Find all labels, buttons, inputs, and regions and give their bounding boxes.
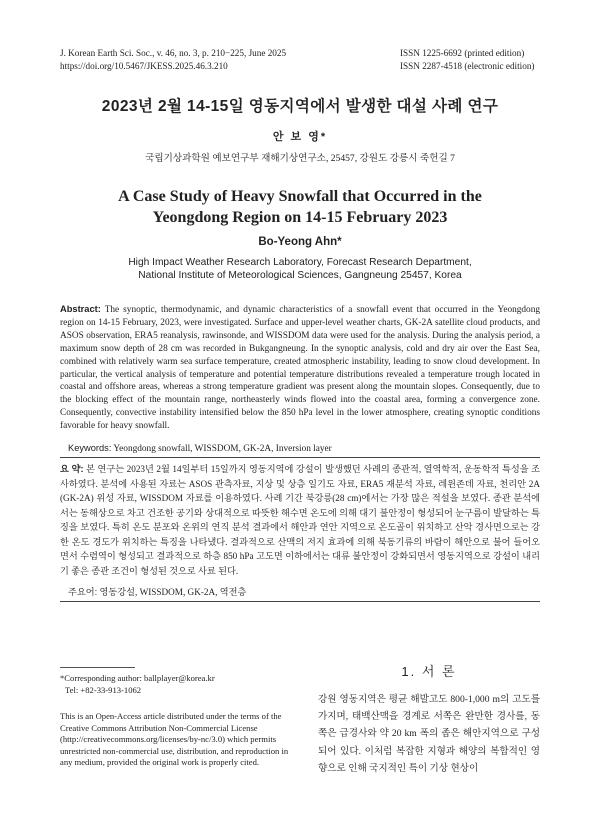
abstract-text: The synoptic, thermodynamic, and dynamic characteristics of a snowfall event that occurred in the Yeongdong region on 14-15 February, 2023, were investigated. Surface and upper-level weather charts, GK-2A satellite cloud products, and ASOS observation, ERA5 reanalysis, rawinsonde, and WISSDOM data were used for the analysis. During the analysis period, a maximum snow depth of 28 cm was recorded in Bukgangneung. In the synoptic analysis, cold and dry air over the East Sea, combined with relatively warm sea surface temperature, created atmospheric instability, leading to snow cloud development. In particular, the vertical analysis of temperature and potential temperature distributions revealed a temperature trough located in coastal and offshore areas, whereas a strong temperature gradient was present along the mountain slopes. Consequently, due to the blocking effect of the mountain range, northeasterly winds flowed into the coastal area, forming a convergence zone. Consequently, convective instability intensified below the 850 hPa level in the lower atmosphere, creating synoptic conditions favorable for heavy snowfall.	[60, 305, 540, 432]
korean-title: 2023년 2월 14-15일 영동지역에서 발생한 대설 사례 연구	[101, 98, 499, 115]
footnote-rule	[60, 667, 135, 668]
korean-keywords-label: 주요어:	[68, 587, 98, 597]
korean-summary	[60, 462, 540, 578]
english-affiliation-line1: High Impact Weather Research Laboratory, Forecast Research Department,	[128, 257, 472, 268]
keywords-label: Keywords:	[68, 443, 112, 453]
abstract-label: Abstract:	[60, 304, 101, 314]
keywords-text: Yeongdong snowfall, WISSDOM, GK-2A, Inversion layer	[113, 444, 332, 454]
corresponding-author: *Corresponding author: ballplayer@korea.kr	[60, 673, 215, 683]
issn-print: ISSN 1225-6692 (printed edition)	[400, 48, 525, 58]
doi-link[interactable]: https://doi.org/10.5467/JKESS.2025.46.3.210	[60, 61, 228, 71]
english-affiliation-line2: National Institute of Meteorological Sciences, Gangneung 25457, Korea	[138, 270, 462, 281]
journal-citation: J. Korean Earth Sci. Soc., v. 46, no. 3, p. 210−225, June 2025	[60, 48, 287, 58]
english-title-line2: Yeongdong Region on 14-15 February 2023	[152, 209, 448, 226]
korean-keywords-text: 영동강설, WISSDOM, GK-2A, 역전층	[99, 587, 247, 597]
korean-summary-label: 요 약:	[60, 464, 84, 474]
korean-keywords	[68, 584, 246, 598]
divider-top	[60, 457, 540, 458]
license-footnote: This is an Open-Access article distributed under the terms of the Creative Commons Attribution Non-Commercial License (http://creativecommons.org/licenses/by-nc/3.0) which permits unrestricted non-commercial use, distribution, and reproduction in any medium, provided the original work is properly cited.	[60, 711, 289, 768]
section-heading: 1. 서 론	[401, 664, 457, 679]
abstract	[60, 303, 540, 433]
divider-bottom	[60, 601, 540, 602]
abstract-keywords	[68, 443, 332, 454]
english-author: Bo-Yeong Ahn*	[258, 236, 342, 248]
issn-block	[400, 47, 534, 73]
corresponding-footnote	[60, 673, 290, 697]
korean-summary-text: 본 연구는 2023년 2월 14일부터 15일까지 영동지역에 강설이 발생했던 사례의 종관적, 열역학적, 운동학적 특성을 조사하였다. 분석에 사용된 자료는 ASOS 관측자료, 지상 및 상층 일기도 자료, ERA5 재분석 자료, 레윈존데 자료, 천리안 2A (GK-2A) 위성 자료, WISSDOM 자료를 이용하였다. 사례 기간 북강릉(28 cm)에서는 가장 많은 적설을 보였다. 종관 분석에서는 동해상으로 차고 건조한 공기와 상대적으로 따뜻한 해수면 온도에 의해 대기 불안정이 형성되어 눈구름이 발달하는 특징을 보였다. 특히 온도 분포와 온위의 연직 분석 결과에서 해안과 연안 지역으로 온도골이 위치하고 산악 경사면으로는 강한 온도 경도가 위치하는 특징을 나타냈다. 결과적으로 산맥의 저지 효과에 의해 북동기류의 바람이 해안으로 불어 들어오면서 수렴역이 형성되고 결과적으로 하층 850 hPa 고도면 이하에서는 대류 불안정이 강화되면서 영동지역으로 강설이 내리기 좋은 종관 조건이 형성된 것으로 사료 된다.	[60, 464, 540, 576]
korean-author: 안 보 영*	[272, 131, 328, 143]
english-affiliation	[0, 256, 600, 282]
corresponding-tel: Tel: +82-33-913-1062	[65, 684, 142, 695]
issn-electronic: ISSN 2287-4518 (electronic edition)	[400, 61, 535, 71]
section-body: 강원 영동지역은 평균 해발고도 800-1,000 m의 고도를 가지며, 태백산맥을 경계로 서쪽은 완만한 경사를, 동쪽은 급경사와 약 20 km 폭의 좁은 해안지역으로 구성되어 있다. 이처럼 복잡한 지형과 해양의 복합적인 영향으로 인해 국지적인 특이 기상 현상이	[318, 694, 540, 774]
english-title	[60, 186, 540, 228]
english-title-line1: A Case Study of Heavy Snowfall that Occurred in the	[118, 188, 482, 205]
korean-affiliation: 국립기상과학원 예보연구부 재해기상연구소, 25457, 강원도 강릉시 죽헌길 7	[145, 153, 455, 164]
journal-header	[60, 47, 286, 73]
